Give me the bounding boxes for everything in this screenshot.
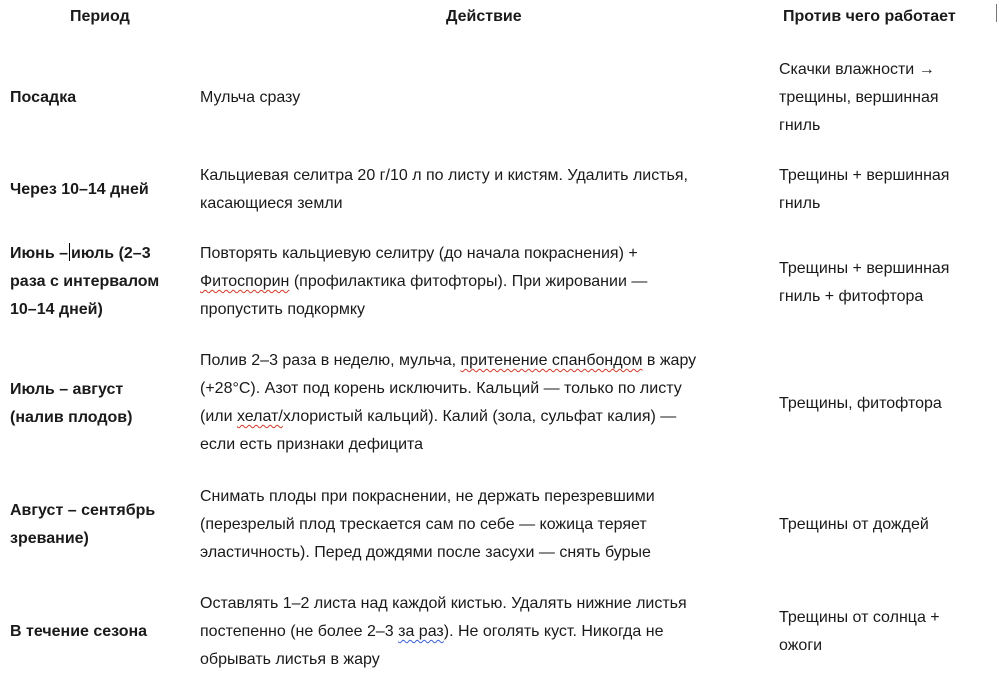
row-3-against-line: Трещины + вершинная: [779, 260, 950, 277]
row-5-against: [779, 511, 997, 539]
row-3-period-line-1: Июнь – июль (2–3: [10, 245, 151, 262]
row-3-against: [779, 255, 997, 311]
grammar-check-phrase[interactable]: за раз: [398, 623, 444, 640]
row-2-period-line: Через 10–14 дней: [10, 181, 149, 198]
row-3-period: [10, 240, 190, 324]
row-4-action-line: если есть признаки дефицита: [200, 436, 424, 453]
row-6-action: [200, 590, 760, 674]
row-5-action: [200, 483, 760, 567]
row-5-period: [10, 497, 190, 553]
row-6-action-line: обрывать листья в жару: [200, 651, 380, 668]
row-3-action: [200, 240, 760, 324]
row-1-against-line: Скачки влажности →: [779, 61, 935, 78]
row-4-against-line: Трещины, фитофтора: [779, 395, 942, 412]
row-4-period-line: Июль – август: [10, 381, 124, 398]
row-6-against-line: Трещины от солнца +: [779, 609, 940, 626]
header-period: Период: [70, 8, 130, 25]
row-1-against-line: гниль: [779, 117, 821, 134]
row-5-action-line: Снимать плоды при покраснении, не держать перезревшими: [200, 488, 655, 505]
row-4-action-line: Полив 2–3 раза в неделю, мульча, притенение спанбондом в жару: [200, 352, 697, 369]
row-6-action-line: Оставлять 1–2 листа над каждой кистью. Удалять нижние листья: [200, 595, 687, 612]
row-6-against: [779, 604, 997, 660]
window-edge-mark: [992, 4, 997, 22]
row-2-action-line: Кальциевая селитра 20 г/10 л по листу и кистям. Удалить листья,: [200, 167, 688, 184]
row-2-against: [779, 162, 997, 218]
spellcheck-word[interactable]: Фитоспорин: [200, 273, 290, 290]
row-6-period: [10, 618, 190, 646]
row-3-period-line: раза с интервалом: [10, 273, 160, 290]
row-1-period-line: Посадка: [10, 89, 77, 106]
row-2-against-line: гниль: [779, 195, 821, 212]
row-5-against-line: Трещины от дождей: [779, 516, 929, 533]
header-against: Против чего работает: [783, 8, 956, 25]
row-5-period-line: зревание): [10, 530, 89, 547]
row-3-period-line: 10–14 дней): [10, 301, 103, 318]
row-2-period: [10, 176, 190, 204]
row-5-action-line: эластичность). Перед дождями после засухи — снять бурые: [200, 544, 651, 561]
row-3-action-line: пропустить подкормку: [200, 301, 366, 318]
text-cursor: [69, 243, 70, 261]
row-4-action-line: (+28°С). Азот под корень исключить. Кальций — только по листу: [200, 380, 682, 397]
row-5-period-line: Август – сентябрь: [10, 502, 156, 519]
spellcheck-phrase[interactable]: притенение спанбондом: [460, 352, 643, 369]
row-4-period-line: (налив плодов): [10, 409, 133, 426]
row-3-action-line: Фитоспорин (профилактика фитофторы). При жировании —: [200, 273, 648, 290]
spellcheck-word[interactable]: хелат/: [236, 408, 283, 425]
row-4-against: [779, 390, 997, 418]
row-2-action-line: касающиеся земли: [200, 195, 343, 212]
row-1-against-line: трещины, вершинная: [779, 89, 939, 106]
row-1-against: [779, 56, 997, 140]
row-4-period: [10, 376, 190, 432]
row-2-action: [200, 162, 760, 218]
row-5-action-line: (перезрелый плод трескается сам по себе — кожица теряет: [200, 516, 647, 533]
row-6-action-line: постепенно (не более 2–3 за раз). Не оголять куст. Никогда не: [200, 623, 664, 640]
row-3-action-line: Повторять кальциевую селитру (до начала покраснения) +: [200, 245, 638, 262]
header-action: Действие: [446, 8, 522, 25]
row-2-against-line: Трещины + вершинная: [779, 167, 950, 184]
row-1-action-line: Мульча сразу: [200, 89, 301, 106]
row-4-action: [200, 347, 760, 459]
row-4-action-line: (или хелат/хлористый кальций). Калий (зола, сульфат калия) —: [200, 408, 677, 425]
row-6-against-line: ожоги: [779, 637, 823, 654]
row-1-period: [10, 84, 190, 112]
row-3-against-line: гниль + фитофтора: [779, 288, 924, 305]
row-1-action: [200, 84, 760, 112]
row-6-period-line: В течение сезона: [10, 623, 148, 640]
